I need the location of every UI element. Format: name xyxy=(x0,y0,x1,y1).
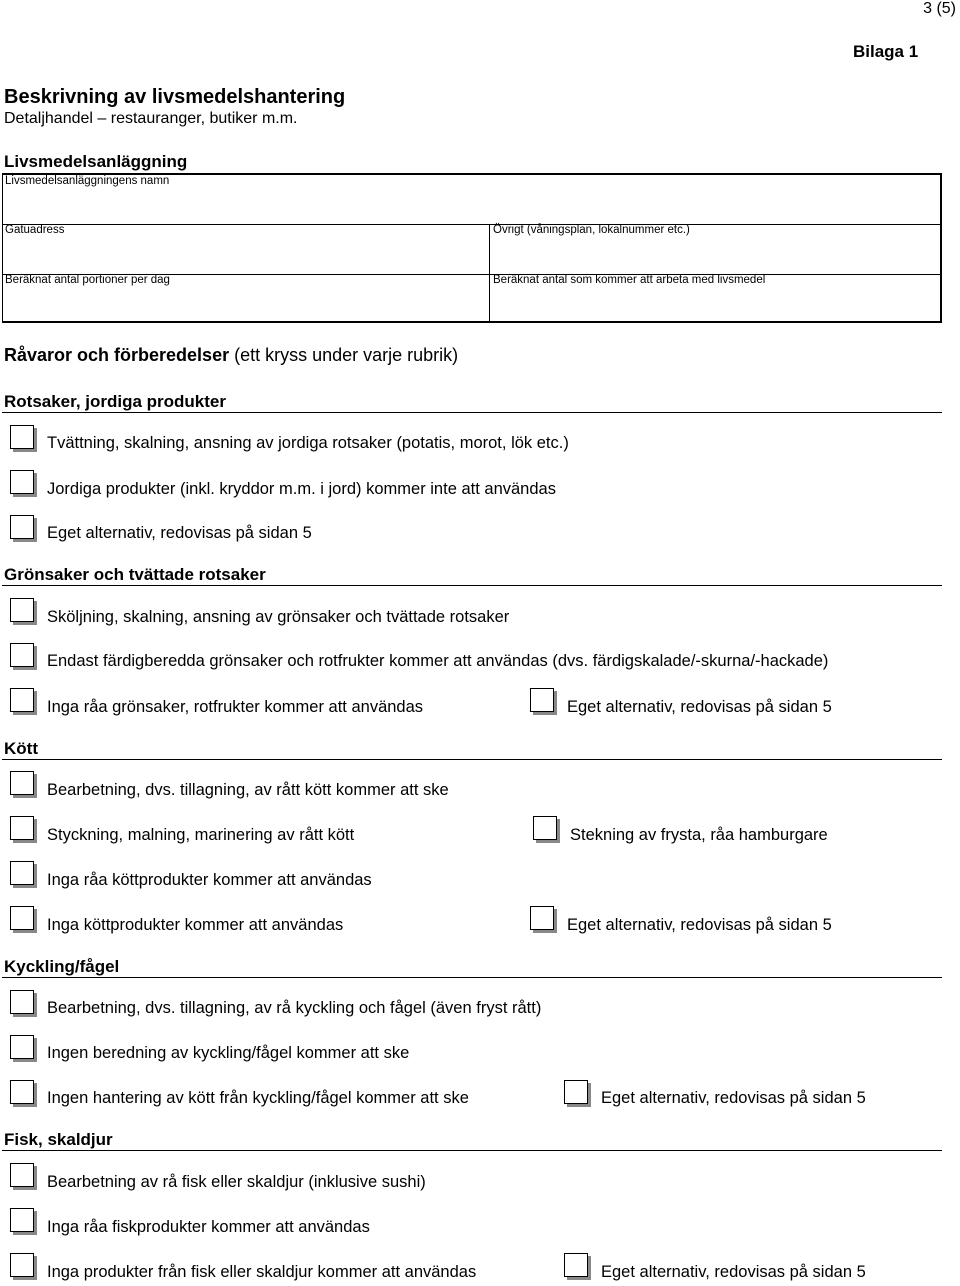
option-kott-bearbetning: Bearbetning, dvs. tillagning, av rått kött kommer att ske xyxy=(47,781,449,799)
facility-name-field[interactable]: Livsmedelsanläggningens namn xyxy=(5,175,170,187)
section-heading-rotsaker: Rotsaker, jordiga produkter xyxy=(4,392,226,411)
checkbox-kott-styckning[interactable] xyxy=(10,816,34,840)
checkbox-fisk-eget[interactable] xyxy=(564,1253,588,1277)
checkbox-gronsaker-fardigberedda[interactable] xyxy=(10,643,34,667)
ravaror-heading-note: (ett kryss under varje rubrik) xyxy=(229,345,459,365)
section-rule xyxy=(2,412,942,413)
document-title: Beskrivning av livsmedelshantering xyxy=(4,86,346,108)
option-gronsaker-fardigberedda: Endast färdigberedda grönsaker och rotfrukter kommer att användas (dvs. färdigskalade/-skurna/-hackade) xyxy=(47,652,829,670)
checkbox-rotsaker-ej-jordiga[interactable] xyxy=(10,470,34,494)
checkbox-kott-hamburgare[interactable] xyxy=(533,816,557,840)
document-subtitle: Detaljhandel – restauranger, butiker m.m. xyxy=(4,110,298,127)
section-heading-anlaggning: Livsmedelsanläggning xyxy=(4,152,188,171)
checkbox-kyckling-eget[interactable] xyxy=(564,1080,588,1104)
other-info-field[interactable]: Övrigt (våningsplan, lokalnummer etc.) xyxy=(493,224,690,236)
facility-form xyxy=(2,173,942,323)
form-divider xyxy=(3,224,940,225)
section-heading-gronsaker: Grönsaker och tvättade rotsaker xyxy=(4,565,266,584)
section-heading-ravaror xyxy=(4,345,458,366)
option-kott-inga-raa: Inga råa köttprodukter kommer att användas xyxy=(47,871,372,889)
checkbox-fisk-bearbetning[interactable] xyxy=(10,1163,34,1187)
checkbox-gronsaker-inga-raa[interactable] xyxy=(10,688,34,712)
option-kyckling-eget: Eget alternativ, redovisas på sidan 5 xyxy=(601,1089,866,1107)
option-kott-inga: Inga köttprodukter kommer att användas xyxy=(47,916,344,934)
section-heading-kott: Kött xyxy=(4,739,38,758)
option-kyckling-ingen-hantering: Ingen hantering av kött från kyckling/fågel kommer att ske xyxy=(47,1089,469,1107)
section-rule xyxy=(2,1150,942,1151)
option-kyckling-bearbetning: Bearbetning, dvs. tillagning, av rå kyckling och fågel (även fryst rått) xyxy=(47,999,542,1017)
checkbox-fisk-inga-produkter[interactable] xyxy=(10,1253,34,1277)
checkbox-kyckling-ingen-beredning[interactable] xyxy=(10,1035,34,1059)
option-gronsaker-skoljning: Sköljning, skalning, ansning av grönsaker och tvättade rotsaker xyxy=(47,608,510,626)
ravaror-heading-bold: Råvaror och förberedelser xyxy=(4,345,230,365)
section-rule xyxy=(2,585,942,586)
option-rotsaker-ej-jordiga: Jordiga produkter (inkl. kryddor m.m. i jord) kommer inte att användas xyxy=(47,480,556,498)
checkbox-kott-bearbetning[interactable] xyxy=(10,771,34,795)
checkbox-kott-eget[interactable] xyxy=(530,906,554,930)
option-fisk-eget: Eget alternativ, redovisas på sidan 5 xyxy=(601,1263,866,1281)
option-gronsaker-eget: Eget alternativ, redovisas på sidan 5 xyxy=(567,698,832,716)
option-kott-styckning: Styckning, malning, marinering av rått kött xyxy=(47,826,355,844)
checkbox-rotsaker-tvattning[interactable] xyxy=(10,425,34,449)
page-number: 3 (5) xyxy=(923,0,956,17)
checkbox-fisk-inga-raa[interactable] xyxy=(10,1208,34,1232)
form-divider xyxy=(489,224,490,321)
staff-count-field[interactable]: Beräknat antal som kommer att arbeta med livsmedel xyxy=(493,274,766,286)
section-rule xyxy=(2,759,942,760)
portions-per-day-field[interactable]: Beräknat antal portioner per dag xyxy=(5,274,170,286)
option-kott-eget: Eget alternativ, redovisas på sidan 5 xyxy=(567,916,832,934)
checkbox-kott-inga-raa[interactable] xyxy=(10,861,34,885)
street-address-field[interactable]: Gatuadress xyxy=(5,224,65,236)
option-kott-hamburgare: Stekning av frysta, råa hamburgare xyxy=(570,826,828,844)
checkbox-rotsaker-eget[interactable] xyxy=(10,515,34,539)
option-rotsaker-eget: Eget alternativ, redovisas på sidan 5 xyxy=(47,524,312,542)
checkbox-kyckling-bearbetning[interactable] xyxy=(10,990,34,1014)
section-heading-kyckling: Kyckling/fågel xyxy=(4,957,120,976)
checkbox-kyckling-ingen-hantering[interactable] xyxy=(10,1080,34,1104)
option-kyckling-ingen-beredning: Ingen beredning av kyckling/fågel kommer att ske xyxy=(47,1044,410,1062)
checkbox-gronsaker-skoljning[interactable] xyxy=(10,598,34,622)
checkbox-gronsaker-eget[interactable] xyxy=(530,688,554,712)
section-rule xyxy=(2,977,942,978)
option-fisk-inga-raa: Inga råa fiskprodukter kommer att användas xyxy=(47,1218,370,1236)
checkbox-kott-inga[interactable] xyxy=(10,906,34,930)
section-heading-fisk: Fisk, skaldjur xyxy=(4,1130,113,1149)
option-fisk-bearbetning: Bearbetning av rå fisk eller skaldjur (inklusive sushi) xyxy=(47,1173,426,1191)
option-gronsaker-inga-raa: Inga råa grönsaker, rotfrukter kommer att användas xyxy=(47,698,424,716)
option-fisk-inga-produkter: Inga produkter från fisk eller skaldjur kommer att användas xyxy=(47,1263,477,1281)
option-rotsaker-tvattning: Tvättning, skalning, ansning av jordiga rotsaker (potatis, morot, lök etc.) xyxy=(47,434,569,452)
appendix-label: Bilaga 1 xyxy=(853,42,919,61)
